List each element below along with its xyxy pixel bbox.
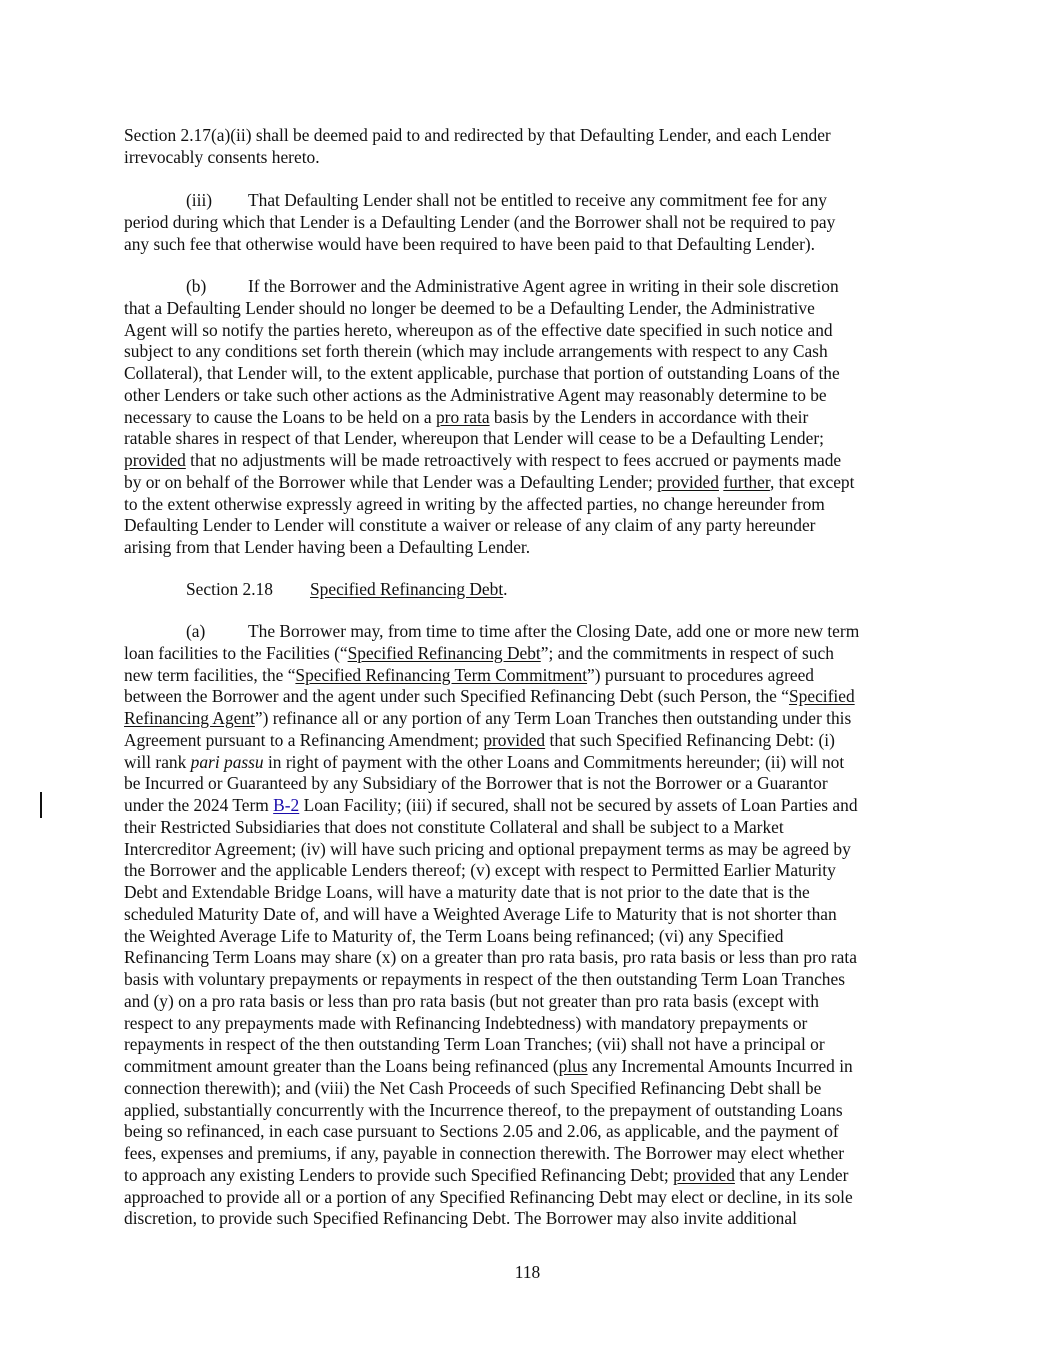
text-line: any such fee that otherwise would have been required to have been paid to that Defaulting Lender). — [124, 233, 816, 254]
text-run: Loan Facility; (iii) if secured, shall not be secured by assets of Loan Parties and — [303, 795, 858, 815]
text-line: That Defaulting Lender shall not be entitled to receive any commitment fee for any — [248, 190, 827, 210]
defined-term: provided — [483, 729, 546, 750]
text-run: new term facilities, the “ — [124, 664, 296, 685]
text-line: that a Defaulting Lender should no longer be deemed to be a Defaulting Lender, the Administrative — [124, 297, 815, 318]
clause-label: (iii) — [186, 190, 213, 210]
text-line: their Restricted Subsidiaries that does not constitute Collateral and shall be subject to a Market — [124, 816, 784, 837]
paragraph-b — [124, 276, 936, 559]
page-number: 118 — [514, 1262, 541, 1282]
clause-label: (a) — [186, 621, 206, 641]
text-run: to approach any existing Lenders to provide such Specified Refinancing Debt; — [124, 1164, 674, 1185]
text-line: Refinancing Term Loans may share (x) on a greater than pro rata basis, pro rata basis or less than pro rata — [124, 947, 857, 968]
paragraph-continuation — [124, 125, 936, 169]
text-line: other Lenders or take such other actions as the Administrative Agent may reasonably determine to be — [124, 384, 827, 405]
text-line: The Borrower may, from time to time after the Closing Date, add one or more new term — [248, 621, 860, 641]
text-run: between the Borrower and the agent under such Specified Refinancing Debt (such Person, the “ — [124, 686, 789, 707]
text-run: necessary to cause the Loans to be held on a — [124, 406, 436, 427]
defined-term: plus — [558, 1056, 588, 1076]
text-line: and (y) on a pro rata basis or less than pro rata basis (but not greater than pro rata basis (except with — [124, 990, 819, 1011]
text-run: will rank — [124, 751, 191, 772]
paragraph-iii — [124, 190, 936, 255]
text-run: that any Lender — [734, 1164, 849, 1185]
text-line: approached to provide all or a portion of any Specified Refinancing Debt may elect or decline, in its sole — [124, 1186, 853, 1207]
text-line: scheduled Maturity Date of, and will have a Weighted Average Life to Maturity that is not shorter than — [124, 903, 837, 924]
text-line: If the Borrower and the Administrative Agent agree in writing in their sole discretion — [248, 276, 839, 296]
text-run: under the 2024 Term — [124, 795, 274, 815]
b2-link[interactable]: B-2 — [273, 795, 300, 815]
text-line: applied, substantially concurrently with the Incurrence thereof, to the prepayment of outstanding Loans — [124, 1099, 843, 1120]
text-line: period during which that Lender is a Defaulting Lender (and the Borrower shall not be required to pay — [124, 211, 836, 232]
text-run: by or on behalf of the Borrower while that Lender was a Defaulting Lender; — [124, 471, 658, 492]
defined-term: Specified Refinancing Debt — [347, 642, 541, 663]
text-run: that no adjustments will be made retroactively with respect to fees accrued or payments made — [185, 450, 842, 470]
text-line: the Borrower and the applicable Lenders thereof; (v) except with respect to Permitted Earlier Maturity — [124, 860, 836, 881]
section-number: Section 2.18 — [186, 579, 273, 599]
defined-term: Specified Refinancing Term Commitment — [295, 664, 588, 685]
text-run: ”) pursuant to procedures agreed — [587, 664, 814, 685]
text-line: basis with voluntary prepayments or repayments in respect of the then outstanding Term Loan Tranches — [124, 969, 845, 989]
text-run: any Incremental Amounts Incurred in — [587, 1056, 853, 1076]
text-line: Debt and Extendable Bridge Loans, will have a maturity date that is not prior to the date that is the — [124, 882, 810, 902]
text-line: being so refinanced, in each case pursuant to Sections 2.05 and 2.06, as applicable, and the payment of — [124, 1121, 839, 1142]
text-line: subject to any conditions set forth therein (which may include arrangements with respect to any Cash — [124, 341, 828, 362]
text-run: Agreement pursuant to a Refinancing Amendment; — [124, 729, 484, 750]
text-run: ”; and the commitments in respect of such — [540, 642, 834, 663]
section-heading — [124, 579, 936, 601]
text-line: irrevocably consents hereto. — [124, 146, 320, 167]
defined-term: Refinancing Agent — [124, 708, 255, 728]
defined-term: further — [723, 471, 770, 492]
text-line: Section 2.17(a)(ii) shall be deemed paid to and redirected by that Defaulting Lender, and each Lender — [124, 125, 831, 145]
defined-term: provided — [673, 1164, 735, 1185]
text-run: that such Specified Refinancing Debt: (i) — [545, 729, 835, 750]
text-line: Agent will so notify the parties hereto, whereupon as of the effective date specified in such notice and — [124, 319, 833, 340]
text-line: fees, expenses and premiums, if any, payable in connection therewith. The Borrower may elect whether — [124, 1143, 845, 1163]
defined-term: provided — [657, 471, 719, 492]
text-line: the Weighted Average Life to Maturity of, the Term Loans being refinanced; (vi) any Specified — [124, 925, 784, 946]
text-line: to the extent otherwise expressly agreed in writing by the affected parties, no change hereunder from — [124, 493, 825, 514]
text-line: Collateral), that Lender will, to the extent applicable, purchase that portion of outstanding Loans of the — [124, 363, 840, 383]
defined-term: Specified — [788, 686, 855, 707]
italic-term: pari passu — [190, 751, 264, 772]
defined-term: provided — [124, 450, 186, 470]
text-line: respect to any prepayments made with Refinancing Indebtedness) with mandatory prepayments or — [124, 1012, 808, 1033]
text-line: be Incurred or Guaranteed by any Subsidiary of the Borrower that is not the Borrower or a Guarantor — [124, 773, 828, 794]
section-title: Specified Refinancing Debt — [310, 579, 504, 599]
text-line: discretion, to provide such Specified Refinancing Debt. The Borrower may also invite additional — [124, 1208, 797, 1229]
text-run: in right of payment with the other Loans and Commitments hereunder; (ii) will not — [263, 751, 845, 772]
defined-term: pro rata — [435, 406, 490, 427]
text-line: connection therewith); and (viii) the Net Cash Proceeds of such Specified Refinancing Debt shall be — [124, 1077, 822, 1098]
text-line: ratable shares in respect of that Lender, whereupon that Lender will cease to be a Defaulting Lender; — [124, 428, 824, 449]
text-line: arising from that Lender having been a Defaulting Lender. — [124, 537, 531, 557]
paragraph-a — [124, 621, 936, 1230]
text-run: , that except — [769, 471, 855, 492]
clause-label: (b) — [186, 276, 207, 296]
text-line: Defaulting Lender to Lender will constitute a waiver or release of any claim of any party hereunder — [124, 515, 816, 536]
text-run: loan facilities to the Facilities (“ — [124, 642, 348, 663]
text-run: ”) refinance all or any portion of any Term Loan Tranches then outstanding under this — [254, 708, 852, 728]
change-bar — [40, 792, 42, 818]
text-line: Intercreditor Agreement; (iv) will have such pricing and optional prepayment terms as may be agreed by — [124, 838, 851, 859]
text-run: . — [503, 579, 508, 599]
text-run: basis by the Lenders in accordance with their — [489, 406, 809, 427]
text-run: commitment amount greater than the Loans being refinanced ( — [124, 1056, 559, 1076]
text-line: repayments in respect of the then outstanding Term Loan Tranches; (vii) shall not have a principal or — [124, 1034, 825, 1055]
